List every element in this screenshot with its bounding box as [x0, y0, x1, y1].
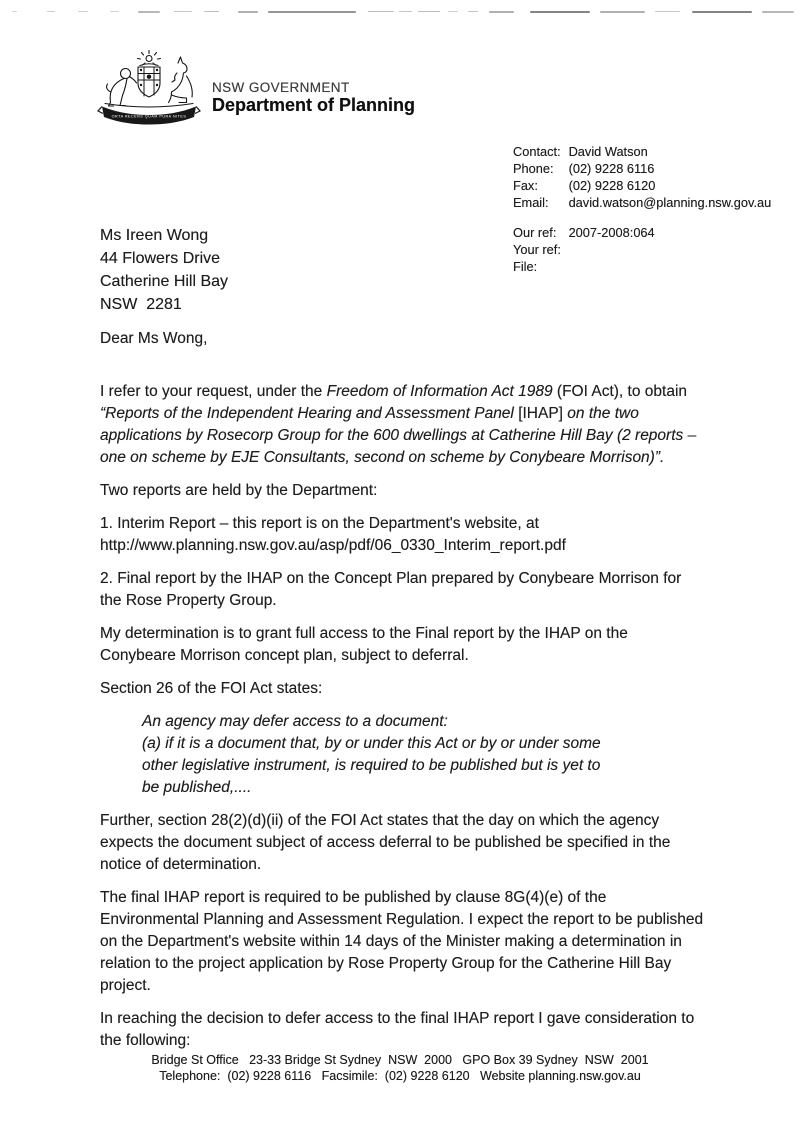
scan-artifacts: [0, 9, 800, 17]
recipient-suburb: Catherine Hill Bay: [100, 273, 229, 290]
ref-row: [513, 224, 655, 241]
paragraph-interim-report: 1. Interim Report – this report is on the Department's website, at http://www.planning.nsw.gov.au/asp/pdf/06_0330_Interim_report.pdf: [100, 515, 566, 554]
footer: [0, 1052, 800, 1084]
paragraph-final-report: 2. Final report by the IHAP on the Concept Plan prepared by Conybeare Morrison for the Rose Property Group.: [100, 570, 682, 609]
paragraph-foi-request: I refer to your request, under the Freedom of Information Act 1989 (FOI Act), to obtain “Reports of the Independent Hearing and Assessment Panel [IHAP] on the two applications by Rosecorp Group for the 600 dwellings at Catherine Hill Bay (2 reports – one on scheme by EJE Consultants, second on scheme by Conybeare Morrison)”.: [100, 383, 697, 466]
email-label: Email:: [513, 195, 549, 210]
ref-row: [513, 241, 655, 258]
recipient-name: Ms Ireen Wong: [100, 227, 209, 244]
paragraph-publication: The final IHAP report is required to be published by clause 8G(4)(e) of the Environmental Planning and Assessment Regulation. I expect the report to be published on the Department's website within 14 days of the Minister making a determination in relation to the project application by Rose Property Group for the Catherine Hill Bay project.: [100, 889, 704, 994]
contact-value: David Watson: [568, 144, 648, 159]
paragraph-section-26: Section 26 of the FOI Act states:: [100, 680, 323, 697]
statute-quote: An agency may defer access to a document: (a) if it is a document that, by or under this Act or by or under some other legislative instrument, is required to be published but is yet to be published,....: [142, 713, 601, 796]
paragraph-consideration: In reaching the decision to defer access to the final IHAP report I gave consideration to the following:: [100, 1010, 695, 1049]
our-ref-label: Our ref:: [513, 225, 557, 240]
sun-crest-icon: [138, 51, 161, 66]
letter-body: [100, 381, 800, 1063]
recipient-address: [100, 224, 228, 316]
motto-text: ORTA RECENS QUAM PURA NITES: [111, 114, 187, 119]
reference-block: [513, 224, 655, 275]
paragraph-two-reports: Two reports are held by the Department:: [100, 482, 378, 499]
ref-row: [513, 258, 655, 275]
nsw-coat-of-arms-logo: [94, 50, 204, 128]
contact-row: [513, 160, 771, 177]
kangaroo-supporter-icon: [169, 57, 193, 103]
your-ref-label: Your ref:: [513, 242, 561, 257]
file-label: File:: [513, 259, 538, 274]
contact-row: [513, 194, 771, 211]
phone-label: Phone:: [513, 161, 554, 176]
dept-name: Department of Planning: [212, 95, 416, 115]
contact-row: [513, 143, 771, 160]
shield-icon: [138, 67, 160, 97]
contact-label: Contact:: [513, 144, 561, 159]
email-value: david.watson@planning.nsw.gov.au: [568, 195, 772, 210]
contact-row: [513, 177, 771, 194]
fax-label: Fax:: [513, 178, 538, 193]
fax-value: (02) 9228 6120: [568, 178, 656, 193]
recipient-street: 44 Flowers Drive: [100, 250, 221, 267]
motto-ribbon: [98, 107, 200, 125]
ground-line: [105, 104, 193, 108]
salutation: Dear Ms Wong,: [100, 330, 208, 347]
our-ref-value: 2007-2008:064: [568, 225, 655, 240]
contact-block: [513, 143, 771, 211]
paragraph-determination: My determination is to grant full access to the Final report by the IHAP on the Conybeare Morrison concept plan, subject to deferral.: [100, 625, 628, 664]
footer-address-line: Bridge St Office 23-33 Bridge St Sydney NSW 2000 GPO Box 39 Sydney NSW 2001: [151, 1053, 649, 1067]
paragraph-section-28: Further, section 28(2)(d)(ii) of the FOI Act states that the day on which the agency expects the document subject of access deferral to be published be specified in the notice of determination.: [100, 812, 671, 873]
lion-supporter-icon: [107, 69, 137, 107]
org-name: NSW GOVERNMENT: [212, 80, 350, 95]
footer-contact-line: Telephone: (02) 9228 6116 Facsimile: (02) 9228 6120 Website planning.nsw.gov.au: [159, 1069, 641, 1083]
recipient-postcode: NSW 2281: [100, 296, 182, 313]
phone-value: (02) 9228 6116: [568, 161, 655, 176]
